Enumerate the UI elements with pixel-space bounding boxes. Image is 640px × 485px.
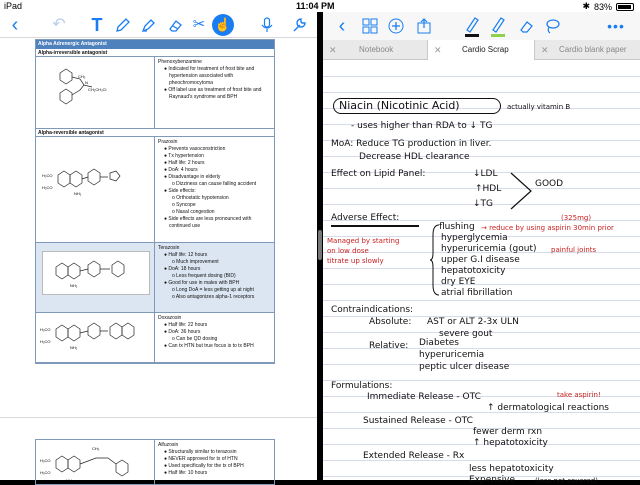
wrench-icon[interactable] xyxy=(288,14,310,36)
note-line: flushing xyxy=(439,222,475,232)
ch3-label: CH₃ xyxy=(78,74,86,79)
add-page-icon[interactable] xyxy=(385,16,407,36)
chemical-structure xyxy=(36,57,155,128)
brace-mark xyxy=(429,223,441,297)
note-line: Diabetes xyxy=(419,338,459,348)
carrier-label: iPad xyxy=(4,1,23,11)
underline xyxy=(331,225,419,227)
tab-cardio-scrap[interactable]: ✕ Cardio Scrap xyxy=(427,40,535,60)
svg-text:H₃CO: H₃CO xyxy=(42,173,53,178)
drug-table-next-page xyxy=(35,439,275,485)
scissors-icon[interactable]: ✂ xyxy=(192,16,206,33)
note-line: Sustained Release - OTC xyxy=(363,416,473,426)
note-line: ↑ dermatological reactions xyxy=(487,403,609,413)
right-pane-notes xyxy=(323,12,640,485)
note-red: on low dose xyxy=(327,247,369,255)
drug-info: Phenoxybenzamine ● Indicated for treatment of frost bite and hypertension associated with pheochromocytoma ● Off label use as treatment of frost bite and Raynaud's syndrome and BPH xyxy=(157,59,262,100)
note-line: Expensive xyxy=(469,475,516,485)
ch2cl-label: CH₂CH₂Cl xyxy=(88,87,107,92)
note-red: (325mg) xyxy=(561,214,592,222)
note-line: less hepatotoxicity xyxy=(469,464,554,474)
table-row xyxy=(36,57,274,129)
note-title: Niacin (Nicotinic Acid) xyxy=(339,99,460,112)
close-icon[interactable]: ✕ xyxy=(434,45,442,55)
note-line: upper G.I disease xyxy=(441,255,520,265)
close-icon[interactable]: ✕ xyxy=(541,45,549,55)
svg-text:NH₂: NH₂ xyxy=(66,478,74,483)
note-red: titrate up slowly xyxy=(327,257,384,265)
note-line: ↓LDL xyxy=(473,169,498,179)
back-icon[interactable]: ‹ xyxy=(338,15,346,37)
microphone-icon[interactable] xyxy=(256,14,278,36)
battery-icon xyxy=(616,3,634,11)
left-toolbar xyxy=(0,12,317,38)
note-line: dry EYE xyxy=(441,277,476,287)
chemical-structure xyxy=(36,313,155,362)
table-row xyxy=(36,243,274,313)
note-red: → reduce by using aspirin 30min prior xyxy=(481,224,614,232)
note-line: hyperglycemia xyxy=(441,233,508,243)
pen-black-icon[interactable] xyxy=(461,16,483,36)
battery-percent: 83% xyxy=(593,1,612,12)
svg-text:H₃CO: H₃CO xyxy=(40,339,51,344)
section-subheader: Alpha-reversible antagonist xyxy=(36,129,274,137)
note-line: peptic ulcer disease xyxy=(419,362,510,372)
note-line: GOOD xyxy=(535,179,564,189)
undo-icon[interactable]: ↶ xyxy=(52,16,66,33)
pen-icon[interactable] xyxy=(112,14,134,36)
page-break xyxy=(0,417,317,418)
chevron-left-icon[interactable]: ‹ xyxy=(11,14,19,36)
note-line: hyperuricemia xyxy=(419,350,485,360)
table-row xyxy=(36,137,274,243)
close-icon[interactable]: ✕ xyxy=(329,45,337,55)
bluetooth-icon: ✱ xyxy=(582,1,590,11)
handwritten-notes-canvas[interactable] xyxy=(323,61,640,485)
tab-cardio-blank-paper[interactable]: ✕ Cardio blank paper xyxy=(535,40,640,60)
drug-info: Terazosin ● Half life: 12 hours o Much improvement ● DoA: 18 hours o Less frequent dosing (BID) ● Good for use in males with BPH o Long DoA = less getting up at night o Also antagonizes alpha-1 receptors xyxy=(157,245,255,300)
highlighter-icon[interactable] xyxy=(138,14,160,36)
note-line: MoA: Reduce TG production in liver. xyxy=(331,139,492,149)
touch-icon[interactable]: ☝ xyxy=(212,14,234,36)
note-title-aside: actually vitamin B xyxy=(507,103,571,111)
export-icon[interactable] xyxy=(413,16,435,36)
svg-text:H₃CO: H₃CO xyxy=(40,327,51,332)
chemical-structure xyxy=(36,440,155,484)
note-line: (less not covered) xyxy=(535,477,598,485)
note-line: atrial fibrillation xyxy=(441,288,513,298)
note-red: Managed by starting xyxy=(327,237,400,245)
table-row xyxy=(36,313,274,363)
drug-info: Doxazosin ● Half life: 22 hours ● DoA: 36 hours o Can be QD dosing ● Can tx HTN but true focus is to tx BPH xyxy=(157,315,254,349)
note-line: - uses higher than RDA to ↓ TG xyxy=(351,121,493,131)
drug-table xyxy=(35,39,275,364)
svg-text:H₃CO: H₃CO xyxy=(40,470,51,475)
note-line: Relative: xyxy=(369,341,409,351)
section-subheader: Alpha-irreversible antagonist xyxy=(36,49,274,57)
eraser-icon[interactable] xyxy=(164,14,186,36)
note-heading: Adverse Effect: xyxy=(331,213,400,223)
left-pane-pdf-viewer xyxy=(0,12,317,483)
note-line: ↓TG xyxy=(473,199,494,209)
status-right xyxy=(582,1,634,12)
note-line: severe gout xyxy=(439,329,493,339)
note-line: ↑ hepatotoxicity xyxy=(473,438,548,448)
note-line: Decrease HDL clearance xyxy=(359,152,470,162)
note-red: take aspirin! xyxy=(557,391,601,399)
svg-text:NH₂: NH₂ xyxy=(74,191,82,196)
more-icon[interactable]: ••• xyxy=(607,18,625,34)
clock: 11:04 PM xyxy=(296,1,335,11)
tab-bar xyxy=(323,40,640,60)
text-icon[interactable]: T xyxy=(91,15,103,35)
note-red: painful joints xyxy=(551,246,597,254)
chemical-structure xyxy=(36,243,155,312)
pdf-page[interactable] xyxy=(0,39,317,483)
status-bar xyxy=(0,0,640,12)
note-line: ↑HDL xyxy=(475,184,502,194)
drug-info: Prazosin ● Prevents vasoconstriction ● Tx hypertension ● Half life: 2 hours ● DoA: 4 hours ● Disadvantage in elderly o Dizziness can cause falling accident ● Side effects: o Orthostatic hypotension o Syncope o Nasal congestion ● Side effects are less pronounced with continued use xyxy=(157,139,257,229)
svg-text:H₃CO: H₃CO xyxy=(40,458,51,463)
svg-text:H₃CO: H₃CO xyxy=(42,185,53,190)
note-line: fewer derm rxn xyxy=(473,427,543,437)
svg-text:CH₃: CH₃ xyxy=(92,446,100,451)
tab-notebook[interactable]: ✕ Notebook xyxy=(323,40,427,60)
note-heading: Contraindications: xyxy=(331,305,414,315)
svg-text:NH₂: NH₂ xyxy=(70,345,78,350)
note-line: AST or ALT 2-3x ULN xyxy=(427,317,519,327)
svg-text:NH₂: NH₂ xyxy=(70,283,78,288)
note-line: Extended Release - Rx xyxy=(363,451,465,461)
lasso-icon[interactable] xyxy=(541,16,563,36)
right-toolbar xyxy=(323,12,640,40)
brace-mark xyxy=(509,169,537,213)
drug-info: Alfuzosin ● Structurally similar to terazosin ● NEVER approved for tx of HTN ● Used specifically for the tx of BPH ● Half life: 10 hours xyxy=(157,442,244,476)
note-line: hepatotoxicity xyxy=(441,266,506,276)
svg-text:N: N xyxy=(85,80,88,85)
highlighter-green-icon[interactable] xyxy=(487,16,509,36)
chemical-structure xyxy=(36,137,155,242)
table-header: Alpha Adrenergic Antagonist xyxy=(36,40,274,49)
note-heading: Formulations: xyxy=(331,381,393,391)
note-line: Absolute: xyxy=(369,317,412,327)
grid-icon[interactable] xyxy=(359,16,381,36)
split-view-handle[interactable] xyxy=(318,230,322,260)
eraser-icon[interactable] xyxy=(515,16,537,36)
note-line: Immediate Release - OTC xyxy=(367,392,481,402)
table-row xyxy=(36,440,274,484)
note-line: hyperuricemia (gout) xyxy=(441,244,537,254)
note-heading: Effect on Lipid Panel: xyxy=(331,169,426,179)
